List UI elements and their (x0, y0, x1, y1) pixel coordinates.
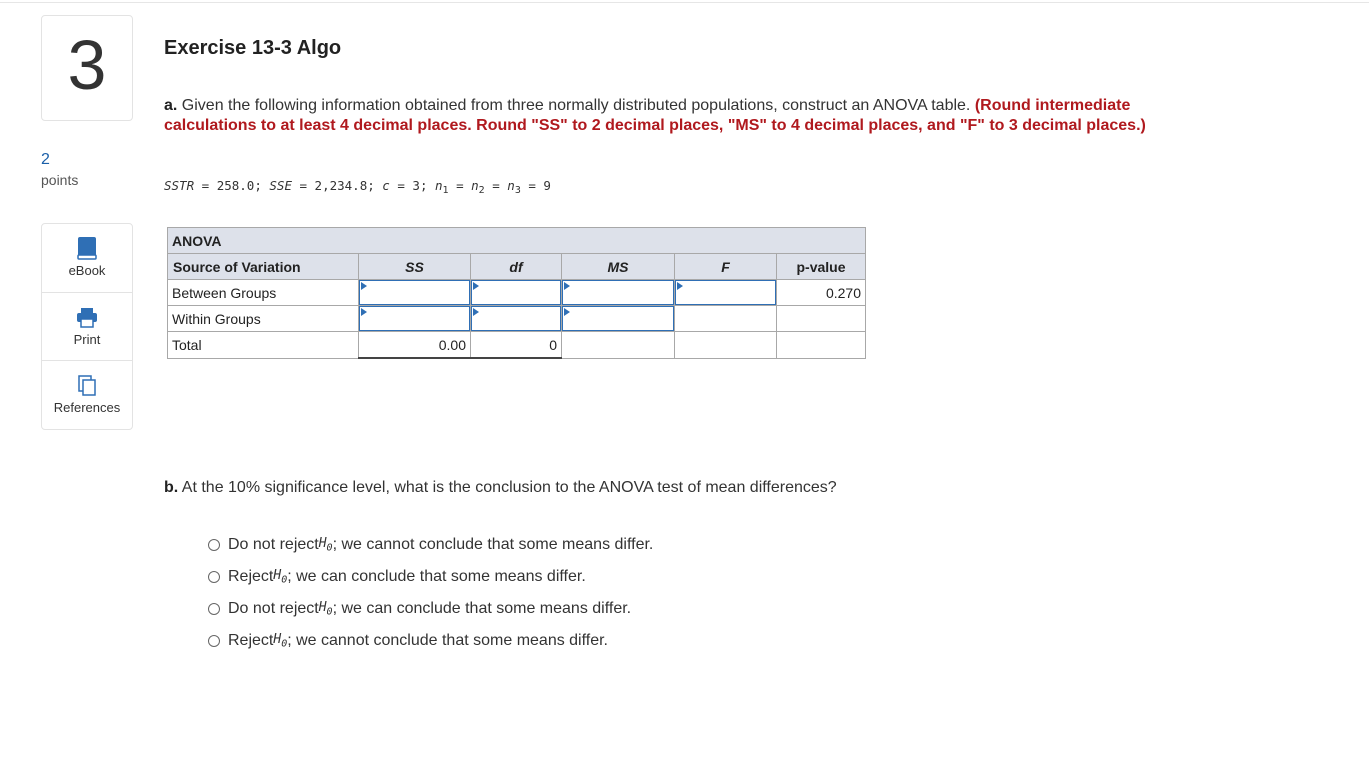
within-ms-cell (562, 306, 675, 332)
within-df-cell (471, 306, 562, 332)
header-df: df (471, 254, 562, 280)
exercise-title: Exercise 13-3 Algo (164, 37, 342, 59)
h0-symbol: $H_0$ (318, 600, 333, 618)
total-ss-value: 0.00 (359, 332, 471, 359)
given-values: SSTR = 258.0; SSE = 2,234.8; c = 3; $n_1 = n_2 = n_3 = 9$ (164, 178, 551, 196)
tools-panel (41, 223, 133, 430)
n2-label: n (471, 178, 479, 193)
sstr-value: 258.0 (216, 178, 255, 193)
sse-value: 2,234.8 (314, 178, 368, 193)
header-p-value: p-value (777, 254, 866, 280)
between-f-cell (675, 280, 777, 306)
ebook-label: eBook (68, 263, 106, 278)
within-ss-cell (359, 306, 471, 332)
within-f-cell (675, 306, 777, 332)
radio-button[interactable] (208, 603, 220, 615)
table-title: ANOVA (168, 228, 866, 254)
n-value: 9 (543, 178, 551, 193)
question-number: 3 (67, 26, 107, 104)
option-text-pre: Do not reject (228, 536, 319, 553)
table-row (168, 280, 866, 306)
sstr-label: SSTR (164, 178, 195, 193)
within-p-cell (777, 306, 866, 332)
header-ms: MS (562, 254, 675, 280)
c-value: 3 (412, 178, 420, 193)
radio-button[interactable] (208, 539, 220, 551)
total-df-value: 0 (471, 332, 562, 359)
n3-label: n (507, 178, 515, 193)
between-df-cell (471, 280, 562, 306)
anova-table (167, 227, 866, 359)
between-ss-cell (359, 280, 471, 306)
option-4[interactable] (208, 632, 608, 650)
rounding-instruction: (Round intermediate calculations to at least 4 decimal places. Round "SS" to 2 decimal places, "MS" to 4 decimal places, and "F" to 3 decimal places.) (164, 97, 1146, 134)
table-row (168, 306, 866, 332)
points-value: 2 (41, 151, 50, 168)
ebook-button[interactable] (42, 224, 132, 292)
header-source: Source of Variation (168, 254, 359, 280)
part-a-label: a. (164, 97, 178, 114)
references-icon (76, 374, 98, 398)
between-df-input[interactable] (471, 280, 561, 305)
option-1[interactable] (208, 536, 653, 554)
option-text-post: ; we can conclude that some means differ. (287, 568, 586, 585)
top-divider (0, 2, 1369, 3)
references-button[interactable] (42, 360, 132, 429)
references-label: References (53, 400, 121, 415)
within-ms-input[interactable] (562, 306, 674, 331)
option-text-post: ; we can conclude that some means differ. (332, 600, 632, 617)
table-row (168, 332, 866, 359)
option-text-post: ; we cannot conclude that some means differ. (332, 536, 654, 553)
option-2[interactable] (208, 568, 586, 586)
h0-symbol: $H_0$ (273, 632, 288, 650)
h0-symbol: $H_0$ (318, 536, 333, 554)
printer-icon (76, 306, 98, 330)
print-label: Print (73, 332, 101, 347)
option-text-pre: Do not reject (228, 600, 319, 617)
radio-button[interactable] (208, 635, 220, 647)
option-text-pre: Reject (228, 568, 274, 585)
c-label: c (382, 178, 390, 193)
total-ms-cell (562, 332, 675, 359)
total-f-cell (675, 332, 777, 359)
points-label: points (41, 172, 79, 188)
header-f: F (675, 254, 777, 280)
radio-button[interactable] (208, 571, 220, 583)
between-ss-input[interactable] (359, 280, 470, 305)
between-ms-input[interactable] (562, 280, 674, 305)
row-label-within: Within Groups (168, 306, 359, 332)
part-a-text: Given the following information obtained from three normally distributed populations, construct an ANOVA table. (177, 97, 975, 114)
option-3[interactable] (208, 600, 631, 618)
within-ss-input[interactable] (359, 306, 470, 331)
between-p-value: 0.270 (777, 280, 866, 306)
part-b-text: At the 10% significance level, what is the conclusion to the ANOVA test of mean differences? (178, 479, 837, 496)
h0-symbol: $H_0$ (273, 568, 288, 586)
between-f-input[interactable] (675, 280, 776, 305)
option-text-post: ; we cannot conclude that some means differ. (287, 632, 608, 649)
print-button[interactable] (42, 292, 132, 361)
within-df-input[interactable] (471, 306, 561, 331)
sse-label: SSE (269, 178, 292, 193)
part-b-label: b. (164, 479, 179, 496)
between-ms-cell (562, 280, 675, 306)
option-text-pre: Reject (228, 632, 274, 649)
total-p-cell (777, 332, 866, 359)
part-a-question (164, 96, 1194, 136)
row-label-between: Between Groups (168, 280, 359, 306)
book-icon (76, 236, 98, 260)
question-number-box (41, 15, 133, 121)
header-ss: SS (359, 254, 471, 280)
row-label-total: Total (168, 332, 359, 359)
n1-label: n (435, 178, 443, 193)
part-b-question (164, 479, 837, 497)
